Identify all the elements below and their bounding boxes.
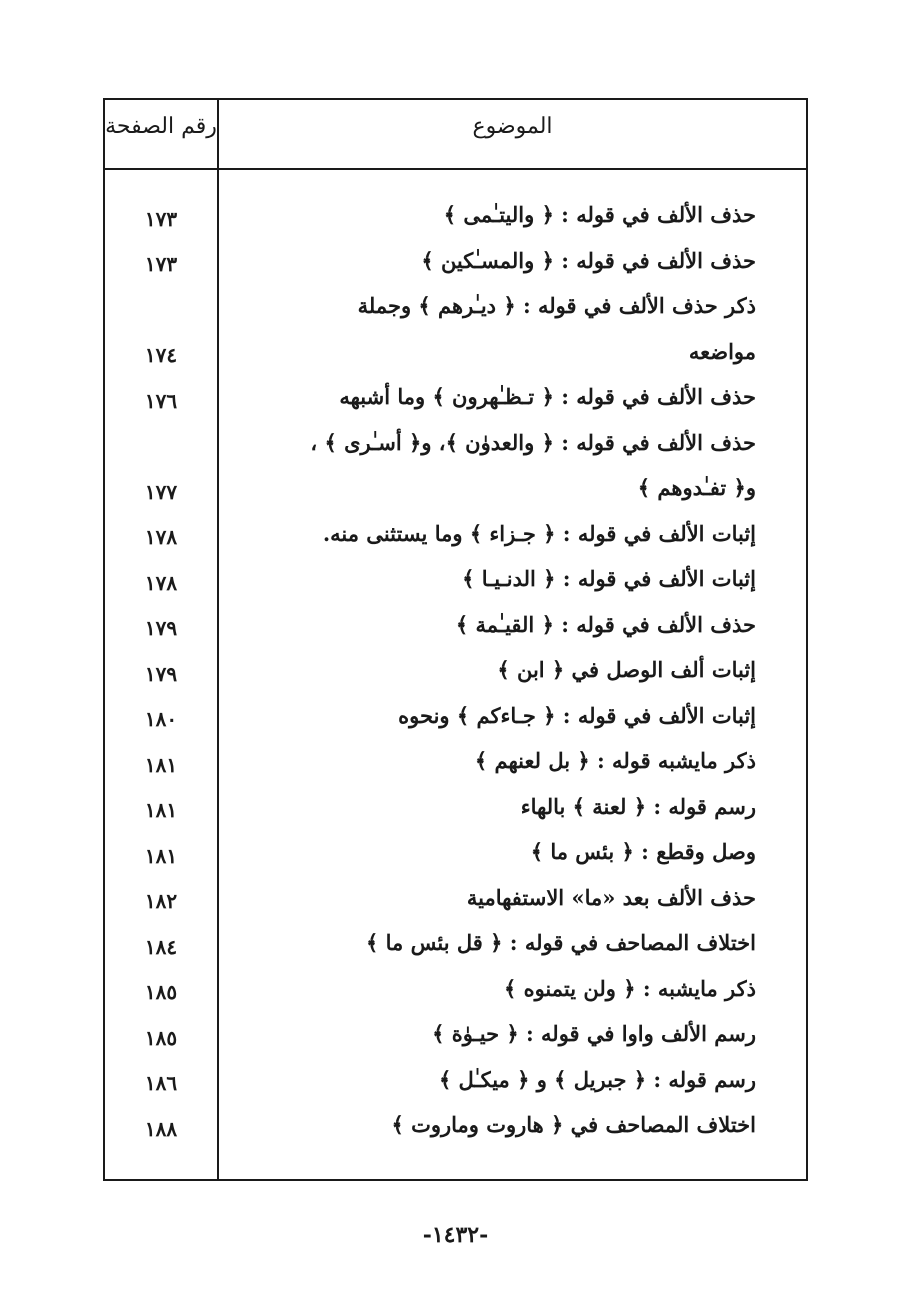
entry-topic-line: اختلاف المصاحف في قوله : ﴿ قل بئس ما ﴾ [366, 930, 756, 955]
entry-topic-line: إثبات ألف الوصل في ﴿ ابن ﴾ [497, 657, 756, 682]
index-entry [105, 428, 806, 519]
index-entry [105, 1110, 806, 1156]
entry-topic-line: مواضعه [688, 338, 756, 364]
index-entry [105, 519, 806, 565]
index-table [103, 98, 808, 1181]
page-column-header: رقم الصفحة [105, 114, 217, 139]
entry-topic-line: ذكر حذف الألف في قوله : ﴿ ديـٰرهم ﴾ وجملة [357, 293, 756, 318]
entry-topic-line: رسم قوله : ﴿ لعنة ﴾ بالهاء [520, 793, 756, 819]
page-number: -١٤٣٢- [422, 1222, 489, 1248]
entry-page-number: ١٨٤ [144, 934, 178, 959]
entry-page-number: ١٨٥ [144, 1025, 178, 1050]
index-entry [105, 382, 806, 428]
index-entry [105, 792, 806, 838]
entry-topic-line: رسم قوله : ﴿ جبريل ﴾ و ﴿ ميكـٰل ﴾ [438, 1066, 756, 1092]
topic-column-header: الموضوع [472, 114, 553, 139]
index-entry [105, 291, 806, 382]
entry-page-number: ١٧٩ [144, 661, 178, 686]
index-entry [105, 1019, 806, 1065]
entry-page-number: ١٨١ [144, 798, 178, 822]
entry-page-number: ١٧٧ [144, 479, 178, 504]
entry-topic-line: حذف الألف في قوله : ﴿ تـظـٰهرون ﴾ وما أشبهه [339, 384, 756, 409]
index-entries [105, 200, 806, 1156]
entry-page-number: ١٨١ [144, 752, 178, 777]
entry-topic-line: حذف الألف في قوله : ﴿ والعدوٰن ﴾، و﴿ أسـٰرى ﴾ ، [310, 429, 756, 455]
entry-page-number: ١٧٣ [144, 206, 178, 231]
entry-page-number: ١٧٦ [144, 388, 178, 413]
index-entry [105, 246, 806, 292]
index-entry [105, 837, 806, 883]
entry-topic-line: رسم الألف واوا في قوله : ﴿ حيـوٰة ﴾ [432, 1021, 756, 1046]
entry-page-number: ١٧٤ [144, 343, 178, 367]
entry-topic-line: ذكر مايشبه : ﴿ ولن يتمنوه ﴾ [503, 975, 756, 1001]
entry-page-number: ١٧٨ [144, 525, 178, 549]
entry-topic-line: حذف الألف في قوله : ﴿ والمسـٰكين ﴾ [421, 247, 756, 273]
entry-page-number: ١٨٥ [144, 980, 178, 1004]
entry-page-number: ١٨٠ [144, 707, 178, 731]
entry-topic-line: حذف الألف في قوله : ﴿ واليتـٰمى ﴾ [443, 202, 756, 227]
entry-topic-line: وصل وقطع : ﴿ بئس ما ﴾ [530, 839, 756, 864]
entry-page-number: ١٧٣ [144, 252, 178, 276]
index-entry [105, 610, 806, 656]
entry-topic-line: ذكر مايشبه قوله : ﴿ بل لعنهم ﴾ [474, 748, 756, 773]
table-header [105, 100, 806, 170]
entry-page-number: ١٧٨ [144, 570, 178, 595]
index-entry [105, 701, 806, 747]
index-entry [105, 1065, 806, 1111]
entry-topic-line: إثبات الألف في قوله : ﴿ جـزاء ﴾ وما يستثنى منه. [322, 520, 756, 546]
index-entry [105, 655, 806, 701]
entry-topic-line: إثبات الألف في قوله : ﴿ الدنـيـا ﴾ [462, 566, 756, 591]
index-entry [105, 564, 806, 610]
entry-page-number: ١٧٩ [144, 616, 178, 640]
index-entry [105, 928, 806, 974]
entry-topic-line: حذف الألف في قوله : ﴿ القيـٰمة ﴾ [455, 611, 756, 637]
index-entry [105, 746, 806, 792]
index-entry [105, 200, 806, 246]
entry-page-number: ١٨٨ [144, 1116, 178, 1141]
entry-topic-line: و﴿ تفـٰدوهم ﴾ [637, 475, 756, 500]
entry-topic-line: اختلاف المصاحف في ﴿ هاروت وماروت ﴾ [391, 1112, 756, 1137]
entry-topic-line: حذف الألف بعد «ما» الاستفهامية [466, 884, 756, 910]
entry-page-number: ١٨٦ [144, 1071, 178, 1095]
index-entry [105, 883, 806, 929]
index-entry [105, 974, 806, 1020]
entry-topic-line: إثبات الألف في قوله : ﴿ جـاءكم ﴾ ونحوه [398, 702, 756, 728]
entry-page-number: ١٨١ [144, 843, 178, 868]
entry-page-number: ١٨٢ [144, 889, 178, 913]
